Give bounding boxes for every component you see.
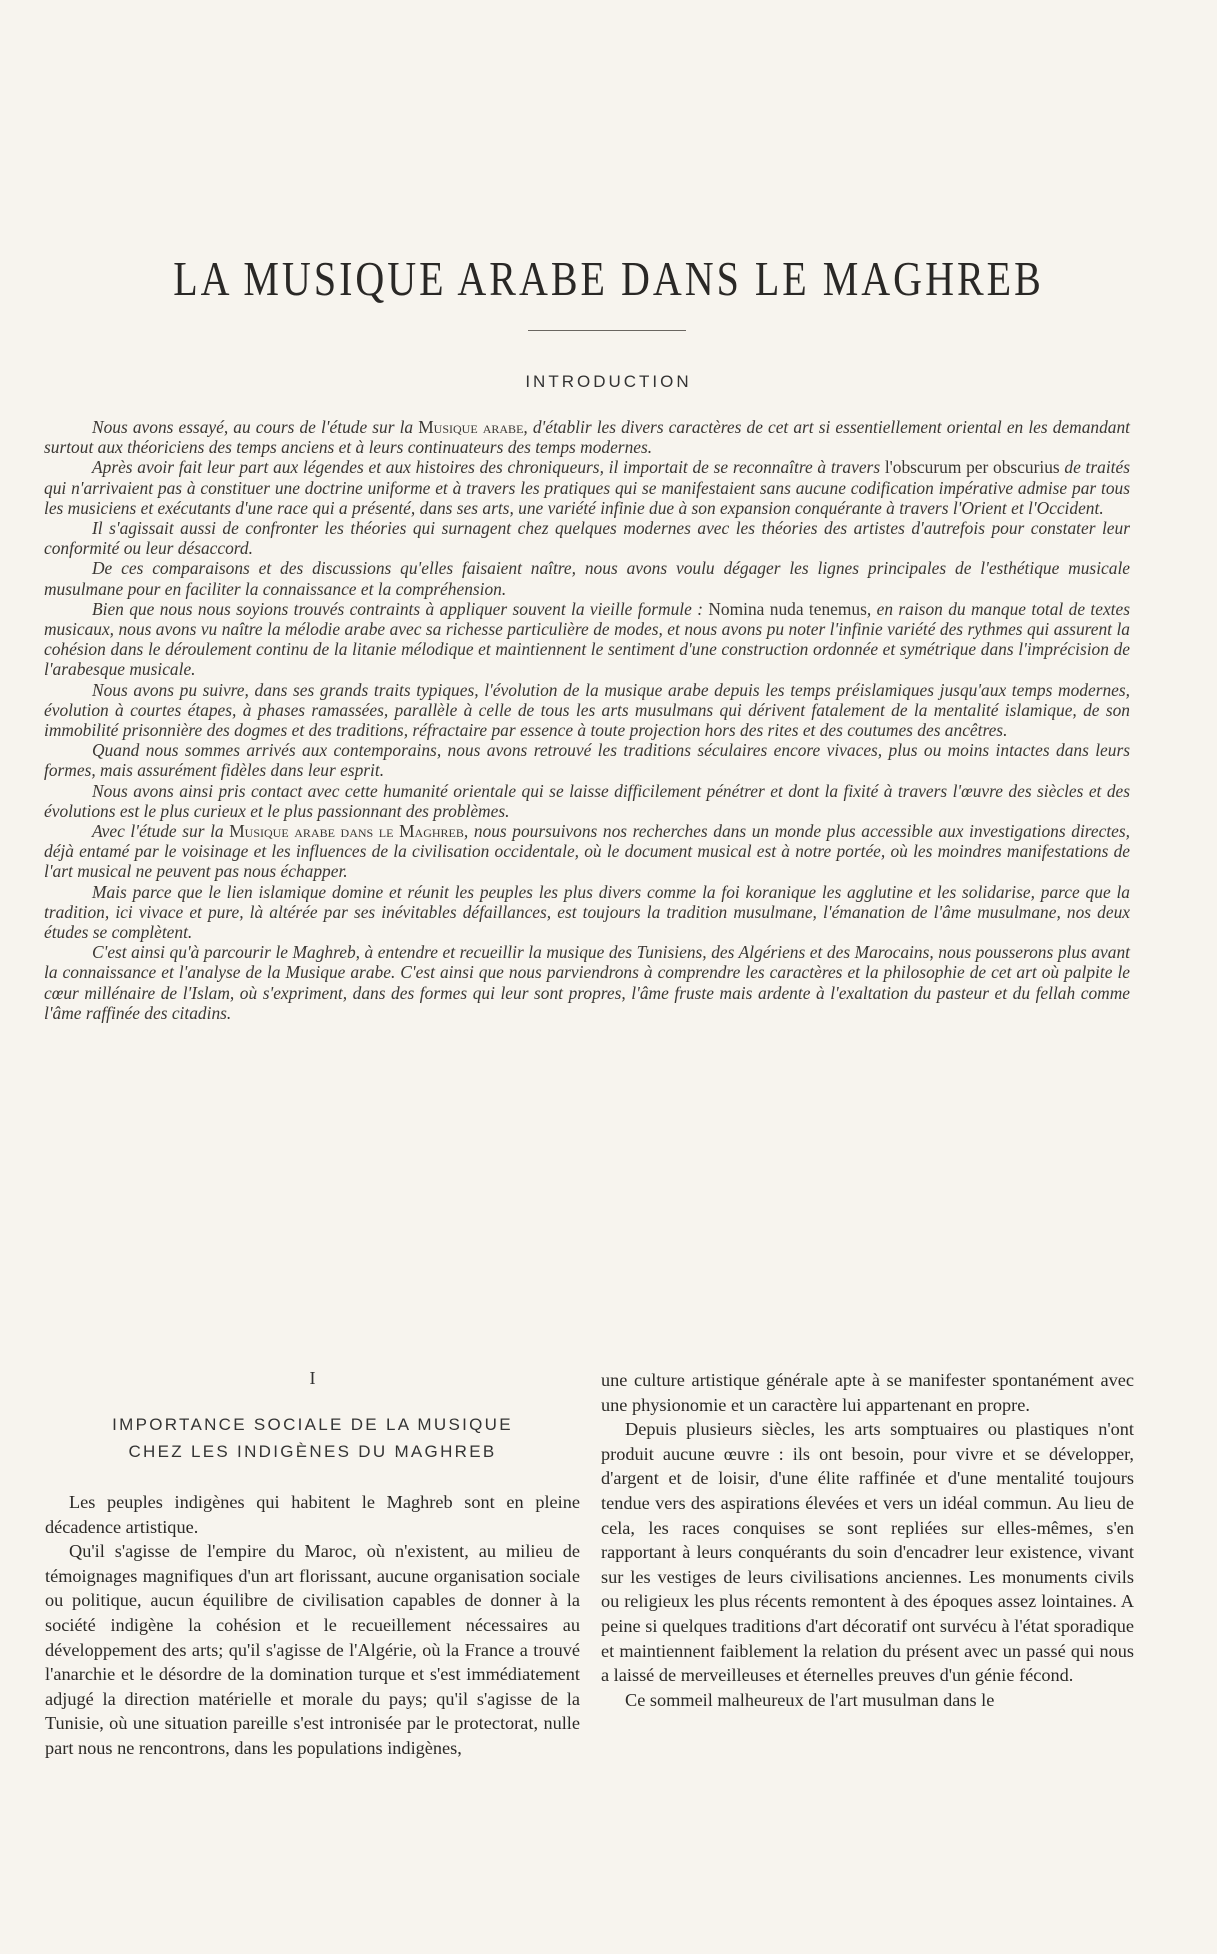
intro-paragraph: C'est ainsi qu'à parcourir le Maghreb, à entendre et recueillir la musique des Tunisiens, des Algériens et des Marocains, nous pousserons plus avant la connaissance et l'analyse de la Musique arabe. C'est ainsi que nous parviendrons à comprendre les caractères et la philosophie de cet art où palpite le cœur millénaire de l'Islam, où s'expriment, dans des formes qui leur sont propres, l'âme fruste mais ardente à l'exaltation du pasteur et du fellah comme l'âme raffinée des citadins. [44, 942, 1130, 1023]
intro-paragraph: Nous avons essayé, au cours de l'étude sur la Musique arabe, d'établir les divers caractères de cet art si essentiellement oriental en les demandant surtout aux théoriciens des temps anciens et à leurs continuateurs des temps modernes. [44, 417, 1131, 458]
introduction-heading: INTRODUCTION [525, 372, 692, 391]
paragraph: Ce sommeil malheureux de l'art musulman dans le [625, 1689, 995, 1710]
paragraph: Les peuples indigènes qui habitent le Maghreb sont en pleine décadence artistique. [45, 1492, 580, 1537]
intro-paragraph: Mais parce que le lien islamique domine et réunit les peuples les plus divers comme la foi koranique les agglutine et les solidarise, parce que la tradition, ici vivace et pure, là altérée par ses inévitables défaillances, est toujours la tradition musulmane, l'émanation de l'âme musulmane, nos deux études se complètent. [44, 881, 1130, 943]
intro-paragraph: Après avoir fait leur part aux légendes et aux histoires des chroniqueurs, il importait de se reconnaître à travers l'obscurum per obscurius de traités qui n'arrivaient pas à constituer une doctrine uniforme et à travers les pratiques qui se manifestaient sans aucune codification impérative admise par tous les musiciens et exécutants d'une race qui a présenté, dans ses arts, une variété infinie due à son expansion conquérante à travers l'Orient et l'Occident. [44, 457, 1130, 518]
latin-phrase: l'obscurum per obscurius [884, 457, 1060, 478]
small-caps-title: Musique arabe dans le Maghreb [229, 821, 464, 842]
chapter-title-line-2: CHEZ LES INDIGÈNES DU MAGHREB [128, 1442, 497, 1461]
chapter-title [45, 1411, 580, 1465]
right-column [601, 1368, 1134, 1712]
paragraph-continuation: une culture artistique générale apte à se manifester spontanément avec une physionomie et un caractère lui appartenant en propre. [601, 1370, 1134, 1415]
intro-paragraph: Quand nous sommes arrivés aux contemporains, nous avons retrouvé les traditions séculaires encore vivaces, plus ou moins intactes dans leurs formes, mais assurément fidèles dans leur esprit. [44, 740, 1130, 781]
paragraph: Qu'il s'agisse de l'empire du Maroc, où n'existent, au milieu de témoignages magnifiques d'un art florissant, aucune organisation sociale ou politique, aucun équilibre de civilisation capables de donner à la société indigène la cohésion et le recueillement nécessaires au développement des arts; qu'il s'agisse de l'Algérie, où la France a trouvé l'anarchie et le désordre de la domination turque et s'est immédiatement adjugé la direction matérielle et morale du pays; qu'il s'agisse de la Tunisie, où une situation pareille s'est intronisée par le protectorat, nulle part nous ne rencontrons, dans les populations indigènes, [45, 1541, 580, 1758]
intro-paragraph: Nous avons pu suivre, dans ses grands traits typiques, l'évolution de la musique arabe depuis les temps préislamiques jusqu'aux temps modernes, évolution à courtes étapes, à phases ramassées, parallèle à celle de tous les arts musulmans qui dérivent fatalement de la mentalité islamique, de son immobilité prisonnière des dogmes et des traditions, réfractaire par essence à toute projection hors des rites et des coutumes des ancêtres. [44, 679, 1130, 741]
title-divider [528, 330, 686, 331]
paragraph: Depuis plusieurs siècles, les arts somptuaires ou plastiques n'ont produit aucune œuvre : ils ont besoin, pour vivre et se développer, d'argent et de loisir, d'une élite raffinée et d'une mentalité toujours tendue vers des aspirations élevées et vers un idéal commun. Au lieu de cela, les races conquises se sont repliées sur elles-mêmes, s'en rapportant à leurs conquérants du soin d'encadrer leur existence, vivant sur les vestiges de leurs civilisations anciennes. Les monuments civils ou religieux les plus récents remontent à des époques assez lointaines. A peine si quelques traditions d'art décoratif ont survécu à l'état sporadique et maintiennent faiblement la relation du présent avec un passé qui nous a laissé de merveilleuses et éternelles preuves d'un génie fécond. [601, 1419, 1134, 1686]
right-column-text [601, 1368, 1134, 1712]
intro-paragraph: Il s'agissait aussi de confronter les théories qui surnagent chez quelques modernes avec les théories des artistes d'autrefois pour constater leur conformité ou leur désaccord. [44, 518, 1130, 559]
intro-paragraph: Bien que nous nous soyions trouvés contraints à appliquer souvent la vieille formule : Nomina nuda tenemus, en raison du manque total de textes musicaux, nous avons vu naître la mélodie arabe avec sa richesse particulière de modes, et nous avons pu noter l'infinie variété des rythmes qui assurent la cohésion dans le déroulement continu de la litanie mélodique et maintiennent le sentiment d'une construction ordonnée et symétrique dans l'imprécision de l'arabesque musicale. [44, 598, 1130, 680]
latin-phrase: Nomina nuda tenemus [708, 598, 867, 619]
page-title: LA MUSIQUE ARABE DANS LE MAGHREB [173, 251, 1044, 306]
small-caps-title: Musique arabe [418, 417, 524, 437]
chapter-title-line-1: IMPORTANCE SOCIALE DE LA MUSIQUE [112, 1415, 513, 1434]
chapter-number: I [309, 1368, 316, 1388]
intro-paragraph: Nous avons ainsi pris contact avec cette humanité orientale qui se laisse difficilement pénétrer et dont la fixité à travers l'œuvre des siècles et des évolutions est le plus curieux et le plus passionnant des problèmes. [44, 780, 1130, 821]
intro-paragraph: Avec l'étude sur la Musique arabe dans le Maghreb, nous poursuivons nos recherches dans un monde plus accessible aux investigations directes, déjà entamé par le voisinage et les influences de la civilisation occidentale, où le document musical est à notre portée, où les moindres manifestations de l'art musical ne peuvent pas nous échapper. [44, 821, 1130, 882]
introduction-body [44, 417, 1130, 1023]
left-column-text [45, 1490, 580, 1761]
intro-paragraph: De ces comparaisons et des discussions qu'elles faisaient naître, nous avons voulu dégager les lignes principales de l'esthétique musicale musulmane pour en faciliter la connaissance et la compréhension. [44, 558, 1130, 599]
left-column [45, 1368, 580, 1761]
